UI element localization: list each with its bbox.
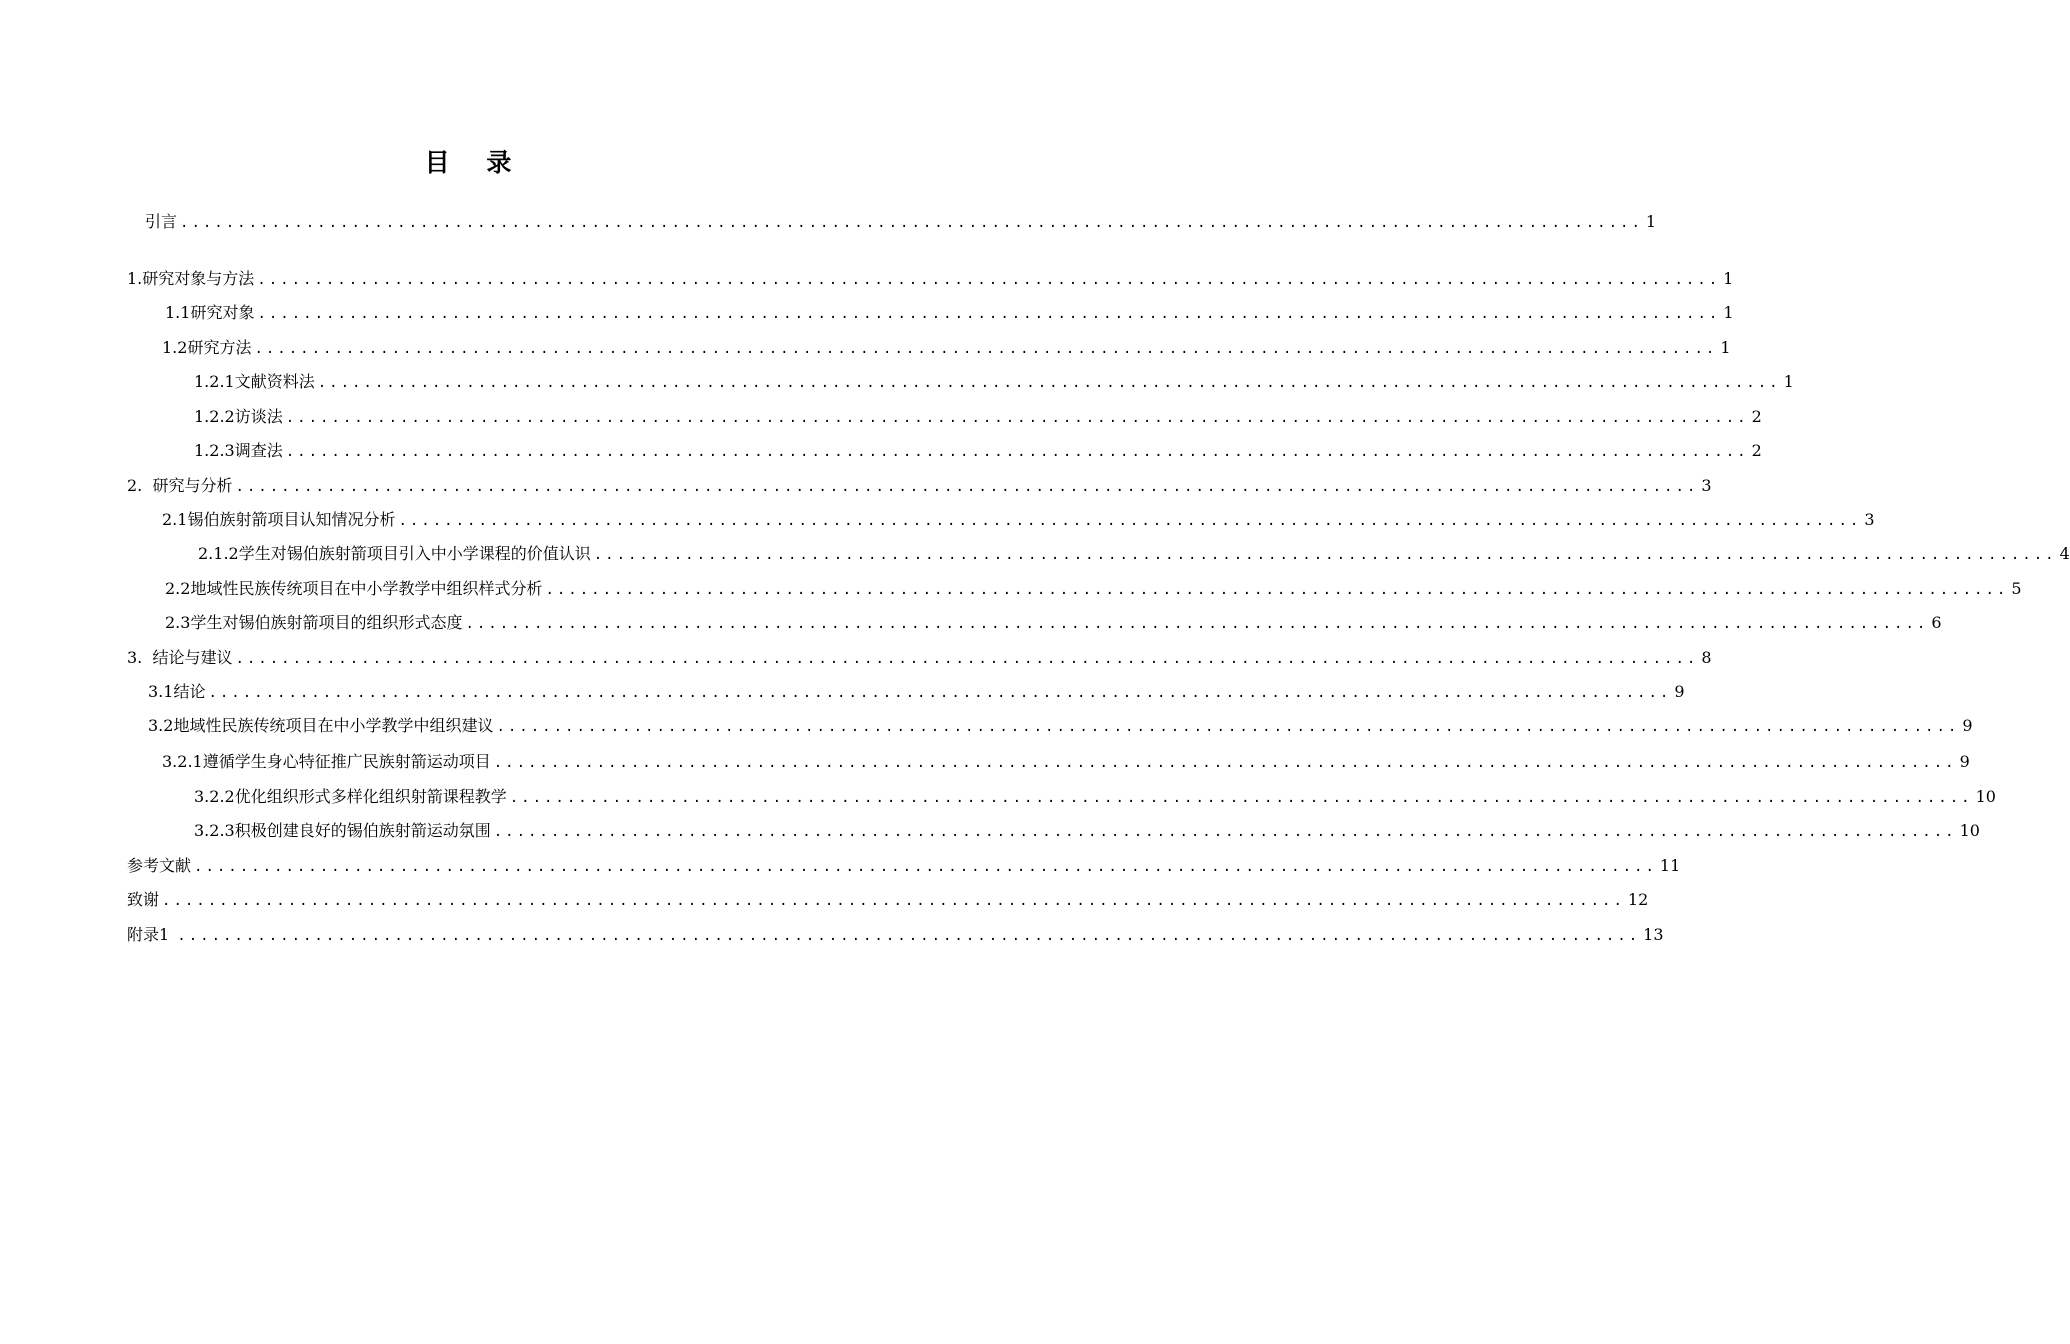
toc-entry[interactable] <box>165 612 1942 634</box>
dot-leader: ................................................................................................................................ <box>509 790 1973 806</box>
dot-leader: ................................................................................................................................ <box>496 719 1960 735</box>
toc-entry-label: 引言 <box>145 212 178 231</box>
dot-leader: ................................................................................................................................ <box>235 479 1699 495</box>
toc-entry[interactable] <box>148 715 1973 737</box>
dot-leader: ................................................................................................................................ <box>162 893 1625 909</box>
dot-leader: ................................................................................................................................ <box>208 685 1672 701</box>
toc-entry[interactable] <box>194 820 1980 842</box>
toc-entry[interactable] <box>162 509 1875 531</box>
toc-entry[interactable] <box>165 302 1734 324</box>
toc-entry-label: 1.2.2访谈法 <box>194 407 283 426</box>
toc-entry-page: 12 <box>1627 890 1649 909</box>
toc-entry-page: 1 <box>1720 338 1731 357</box>
dot-leader: ................................................................................................................................ <box>493 824 1957 840</box>
toc-entry-label: 2. 研究与分析 <box>127 476 233 495</box>
toc-entry[interactable] <box>127 647 1712 669</box>
toc-entry-label: 1.研究对象与方法 <box>127 269 255 288</box>
toc-entry-page: 9 <box>1674 682 1685 701</box>
toc-entry-page: 9 <box>1962 716 1973 735</box>
toc-entry-label: 2.3学生对锡伯族射箭项目的组织形式态度 <box>165 613 463 632</box>
dot-leader: ................................................................................................................................ <box>465 616 1929 632</box>
toc-entry[interactable] <box>127 889 1649 911</box>
toc-entry-label: 参考文献 <box>127 856 192 875</box>
toc-entry[interactable] <box>194 371 1794 393</box>
toc-title: 目 录 <box>424 148 526 177</box>
toc-entry-page: 10 <box>1975 787 1996 806</box>
toc-entry-page: 3 <box>1701 476 1712 495</box>
toc-entry-label: 致谢 <box>127 890 160 909</box>
toc-entry[interactable] <box>127 475 1712 497</box>
toc-entry[interactable] <box>162 337 1731 359</box>
toc-entry-page: 1 <box>1723 303 1734 322</box>
toc-entry[interactable] <box>194 440 1762 462</box>
toc-entry[interactable] <box>165 578 2022 600</box>
toc-entry[interactable] <box>194 786 1996 808</box>
toc-entry-page: 5 <box>2011 579 2022 598</box>
dot-leader: ................................................................................................................................ <box>593 547 2057 563</box>
toc-entry-label: 2.1锡伯族射箭项目认知情况分析 <box>162 510 396 529</box>
toc-entry[interactable] <box>127 268 1734 290</box>
toc-entry[interactable] <box>162 751 1970 773</box>
dot-leader: ................................................................................................................................ <box>254 341 1718 357</box>
toc-entry-page: 2 <box>1751 441 1762 460</box>
toc-entry-page: 13 <box>1643 925 1664 944</box>
toc-entry-label: 3.2地域性民族传统项目在中小学教学中组织建议 <box>148 716 494 735</box>
toc-entry[interactable] <box>148 681 1685 703</box>
toc-entry-label: 2.1.2学生对锡伯族射箭项目引入中小学课程的价值认识 <box>198 544 591 563</box>
toc-entry-label: 1.2.1文献资料法 <box>194 372 315 391</box>
dot-leader: ................................................................................................................................ <box>257 272 1721 288</box>
toc-entry-page: 2 <box>1751 407 1762 426</box>
toc-entry-page: 1 <box>1645 212 1657 231</box>
dot-leader: ................................................................................................................................ <box>235 651 1699 667</box>
toc-entry-page: 3 <box>1864 510 1875 529</box>
dot-leader: ................................................................................................................................ <box>180 215 1643 231</box>
dot-leader: ................................................................................................................................ <box>285 410 1749 426</box>
toc-entry-page: 8 <box>1701 648 1712 667</box>
toc-entry-label: 附录1 <box>127 925 175 944</box>
toc-entry-page: 9 <box>1959 752 1970 771</box>
toc-entry-label: 2.2地域性民族传统项目在中小学教学中组织样式分析 <box>165 579 543 598</box>
dot-leader: ................................................................................................................................ <box>177 928 1641 944</box>
toc-entry-page: 1 <box>1723 269 1734 288</box>
toc-entry-page: 11 <box>1659 856 1681 875</box>
toc-entry-page: 10 <box>1959 821 1980 840</box>
toc-entry[interactable] <box>145 211 1657 233</box>
toc-entry-label: 3. 结论与建议 <box>127 648 233 667</box>
toc-entry-page: 6 <box>1931 613 1942 632</box>
toc-entry[interactable] <box>127 924 1664 946</box>
toc-entry-label: 3.1结论 <box>148 682 206 701</box>
toc-entry-label: 1.2研究方法 <box>162 338 252 357</box>
toc-entry[interactable] <box>198 543 2070 565</box>
dot-leader: ................................................................................................................................ <box>317 375 1781 391</box>
toc-entry[interactable] <box>194 406 1762 428</box>
toc-entry-label: 3.2.3积极创建良好的锡伯族射箭运动氛围 <box>194 821 491 840</box>
toc-entry-page: 1 <box>1783 372 1794 391</box>
dot-leader: ................................................................................................................................ <box>545 582 2009 598</box>
dot-leader: ................................................................................................................................ <box>398 513 1862 529</box>
toc-entry-page: 4 <box>2059 544 2070 563</box>
toc-entry-label: 1.1研究对象 <box>165 303 255 322</box>
dot-leader: ................................................................................................................................ <box>285 444 1749 460</box>
toc-entry-label: 1.2.3调查法 <box>194 441 283 460</box>
dot-leader: ................................................................................................................................ <box>257 306 1721 322</box>
toc-entry[interactable] <box>127 855 1681 877</box>
dot-leader: ................................................................................................................................ <box>194 859 1657 875</box>
toc-entry-label: 3.2.2优化组织形式多样化组织射箭课程教学 <box>194 787 507 806</box>
dot-leader: ................................................................................................................................ <box>493 755 1957 771</box>
toc-entry-label: 3.2.1遵循学生身心特征推广民族射箭运动项目 <box>162 752 491 771</box>
